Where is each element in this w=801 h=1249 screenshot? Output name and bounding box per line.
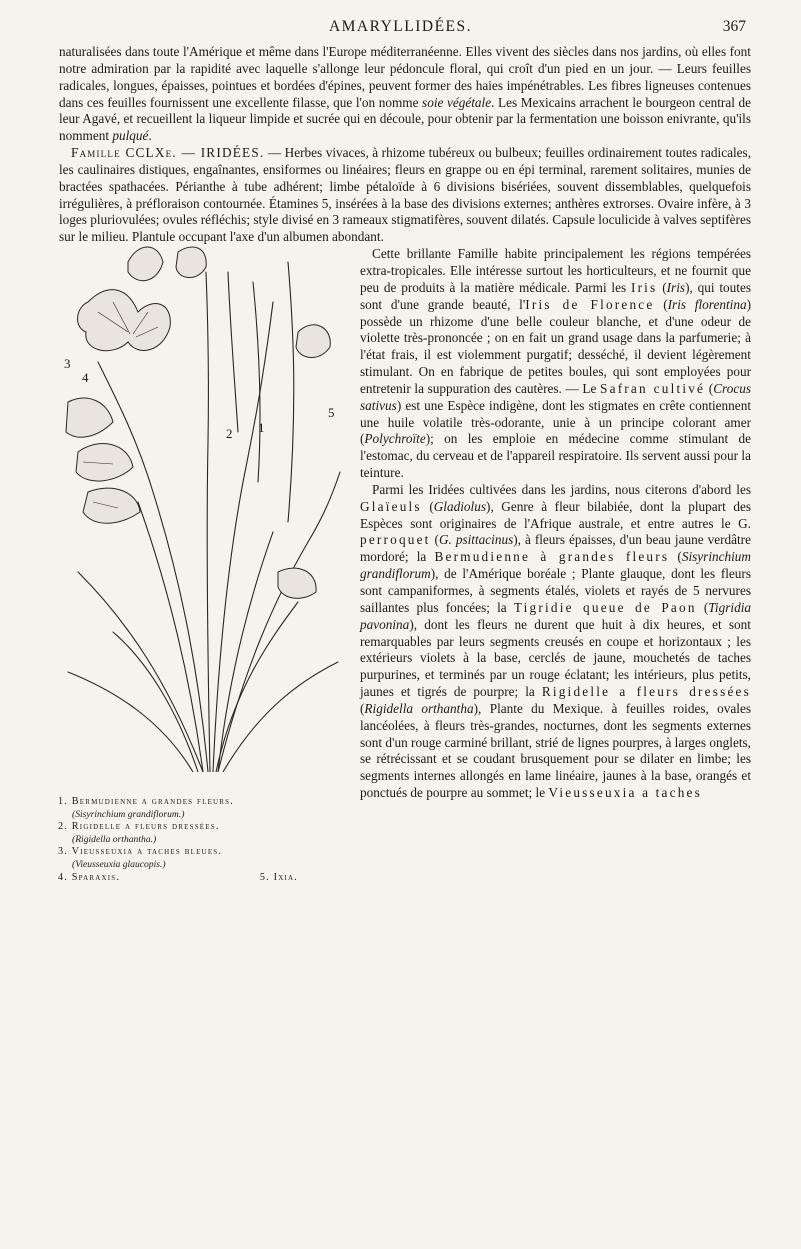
figure-label-5: 5 — [328, 405, 335, 420]
caption-row-4-5 — [58, 872, 338, 885]
paragraph-iridees: Famille CCLXe. — IRIDÉES. — Herbes vivaces, à rhizome tubéreux ou bulbeux; feuilles ordinairement toutes radicales, les caulinaires distiques, engaînantes, ensiformes ou linéaires; fleurs en grappe ou en épi terminal, rarement solitaires, munies de bractées spathacées. Périanthe à tube adhérent; limbe pétaloïde à 6 divisions bisériées, souvent dissemblables, quelquefois irrégulières, à préfloraison contournée. Étamines 5, insérées à la base des divisions externes; anthères extrorses. Ovaire infère, à 3 loges pluriovulées; ovules réfléchis; style divisé en 3 rameaux stigmatifères, souvent dilatés. Capsule loculicide à valves septifères sur le milieu. Plantule occupant l'axe d'un albumen abondant. — [59, 145, 752, 245]
caption-item-2-latin: (Rigidella orthantha.) — [72, 833, 157, 845]
figure-caption — [58, 796, 338, 884]
paragraph-famille: Cette brillante Famille habite principalement les régions tempérées extra-tropicales. Elle intéresse surtout les horticulteurs, et ne fournit que peu de produits à la matière médicale. Parmi les Iris (Iris), qui toutes sont d'une grande beauté, l'Iris de Florence (Iris florentina) possède un rhizome d'une belle couleur blanche, et d'une odeur de violette très-prononcée ; on en fait un grand usage dans la parfumerie; à l'état frais, il est violemment purgatif; desséché, il devient légèrement stimulant. On en fabrique de petites boules, qui sont employées pour entretenir la suppuration des cautères. — Le Safran cultivé (Crocus sativus) est une Espèce indigène, dont les stigmates en crête contiennent une huile volatile très-odorante, unie à un principe colorant amer (Polychroïte); on les emploie en médecine comme stimulant de l'estomac, du cerveau et de l'appareil respiratoire. Ils servent aussi pour la teinture. — [360, 246, 752, 481]
caption-item-5: 5. Ixia. — [259, 871, 298, 883]
paragraph-cultivees: Parmi les Iridées cultivées dans les jardins, nous citerons d'abord les Glaïeuls (Gladiolus), Genre à fleur bilabiée, dont la plupart des Espèces sont originaires de l'Afrique australe, et entre autres le G. perroquet (G. psittacinus), à fleurs épaisses, d'un beau jaune verdâtre mordoré; la Bermudienne à grandes fleurs (Sisyrinchium grandiflorum), de l'Amérique boréale ; Plante glauque, dont les fleurs sont campaniformes, à segments étalés, violets et rayés de 5 nervures saillantes plus foncées; la Tigridie queue de Paon (Tigridia pavonina), dont les fleurs ne durent que huit à dix heures, et sont remarquables par leurs segments creusés en coupe et horizontaux ; les extérieurs violets à la base, cerclés de jaune, mouchetés de taches purpurines, et terminés par un rouge éclatant; les intérieurs, plus petits, jaunes et tigrés de pourpre; la Rigidelle a fleurs dressées (Rigidella orthantha), Plante du Mexique. à feuilles roides, ovales lancéolées, à fleurs très-grandes, nocturnes, dont les segments externes sont d'un rouge carminé brillant, strié de lignes pourpres, à larges onglets, se rétrécissant et se coudant brusquement pour se dilater en limbe; les segments internes allongés en lame linéaire, jaunes à la base, orangés et ponctués de pourpre au sommet; le Vieusseuxia a taches — [360, 481, 751, 801]
page-number: 367 — [722, 18, 746, 35]
paragraph-agave: naturalisées dans toute l'Amérique et même dans l'Europe méditerranéenne. Elles vivent des siècles dans nos jardins, où elles font notre admiration par la rapidité avec laquelle s'allonge leur pédoncule floral, qui croît d'un pied en un jour. — Leurs feuilles radicales, longues, épaisses, pointues et bordées d'épines, peuvent former des haies impénétrables. Les fibres ligneuses contenues dans ces feuilles fournissent une excellente filasse, que l'on nomme soie végétale. Les Mexicains arrachent le bourgeon central de leur Agavé, et recueillent la liqueur limpide et sucrée qui en découle, pour obtenir par la fermentation une boisson enivrante, qu'ils nomment pulqué. — [59, 44, 751, 144]
page-header — [0, 18, 801, 40]
figure-label-4: 4 — [82, 370, 89, 385]
caption-item-3: 3. Vieusseuxia a taches bleues. — [58, 846, 223, 858]
figure-label-1: 1 — [258, 420, 265, 435]
term-soie-vegetale: soie végétale — [422, 94, 492, 110]
term-pulque: pulqué — [112, 128, 149, 144]
figure-label-2: 2 — [226, 426, 233, 441]
family-heading: Famille CCLXe. — IRIDÉES. — [71, 145, 265, 161]
caption-item-4: 4. Sparaxis. — [58, 871, 121, 883]
caption-item-1: 1. Bermudienne a grandes fleurs. — [58, 796, 235, 807]
running-title: AMARYLLIDÉES. — [328, 18, 473, 35]
botanical-illustration — [58, 242, 344, 772]
caption-item-3-latin: (Vieusseuxia glaucopis.) — [72, 858, 166, 870]
figure-label-3: 3 — [64, 356, 71, 371]
caption-item-2: 2. Rigidelle a fleurs dressées. — [58, 821, 220, 833]
caption-item-1-latin: (Sisyrinchium grandiflorum.) — [72, 808, 185, 820]
